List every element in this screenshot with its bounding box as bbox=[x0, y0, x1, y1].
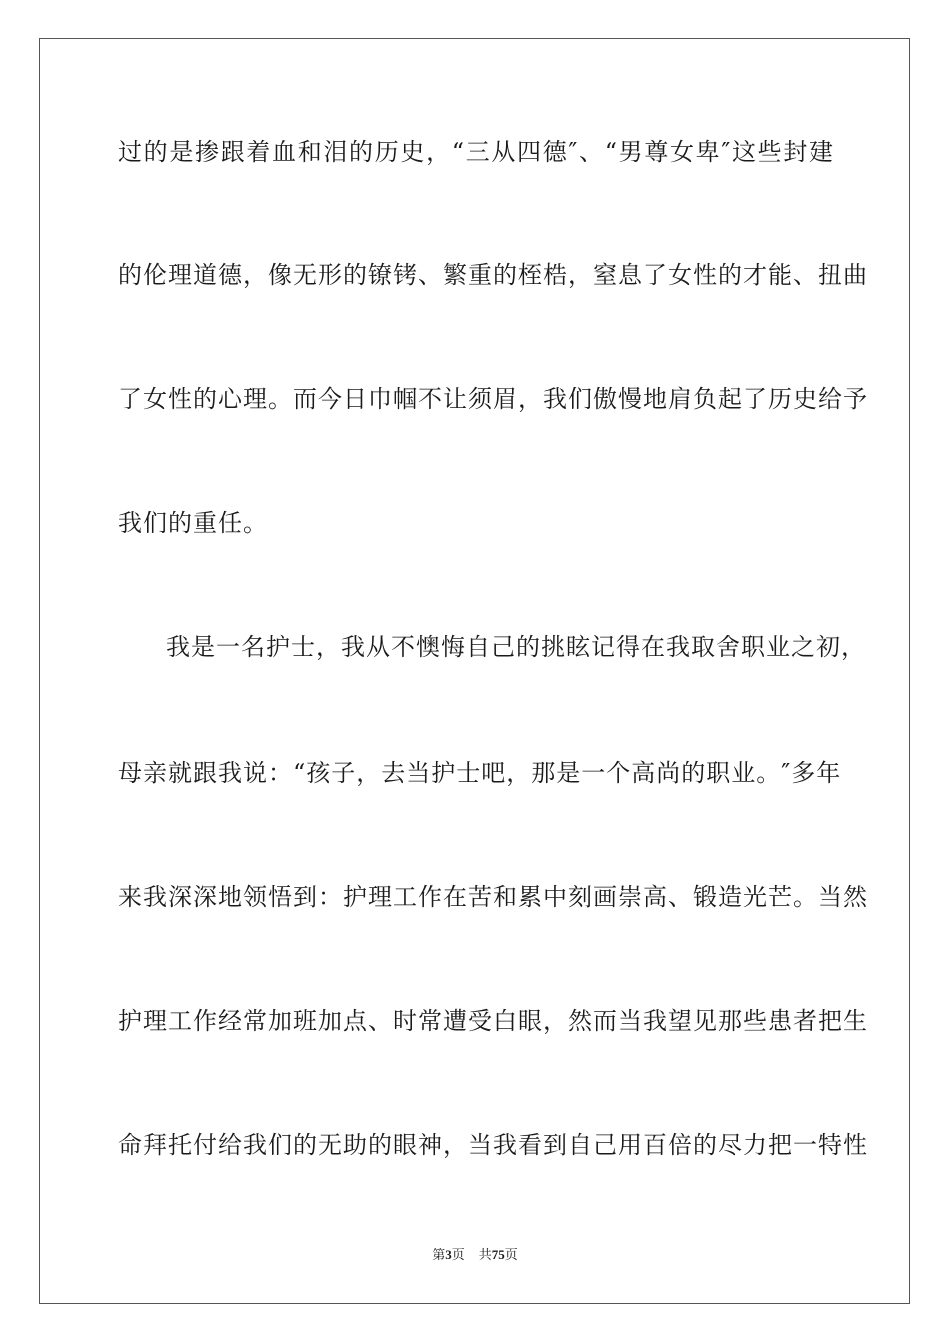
page-footer bbox=[0, 1246, 950, 1265]
paragraph-first-line: 我是一名护士，我从不懊悔自己的挑眩记得在我取舍职业之初， bbox=[166, 633, 866, 661]
total-pages: 75 bbox=[491, 1247, 505, 1262]
page-border bbox=[39, 38, 910, 1304]
page-suffix: 页 bbox=[451, 1248, 465, 1263]
page-number: 3 bbox=[445, 1247, 452, 1262]
text-line: 来我深深地领悟到：护理工作在苦和累中刻画崇高、锻造光芒。当然 bbox=[118, 883, 868, 911]
text-line: 了女性的心理。而今日巾帼不让须眉，我们傲慢地肩负起了历史给予 bbox=[118, 385, 868, 413]
text-line: 我们的重任。 bbox=[118, 509, 268, 537]
text-line: 过的是掺跟着血和泪的历史，“三从四德″、“男尊女卑″这些封建 bbox=[118, 138, 834, 166]
text-line: 母亲就跟我说：“孩子，去当护士吧，那是一个高尚的职业。″多年 bbox=[118, 759, 842, 787]
text-line: 命拜托付给我们的无助的眼神，当我看到自己用百倍的尽力把一特性 bbox=[118, 1131, 868, 1159]
page-prefix: 第 bbox=[432, 1248, 446, 1263]
text-line: 的伦理道德，像无形的镣铐、繁重的桎梏，窒息了女性的才能、扭曲 bbox=[118, 261, 868, 289]
total-prefix: 共 bbox=[478, 1248, 492, 1263]
text-line: 护理工作经常加班加点、时常遭受白眼，然而当我望见那些患者把生 bbox=[118, 1007, 868, 1035]
total-suffix: 页 bbox=[504, 1248, 518, 1263]
